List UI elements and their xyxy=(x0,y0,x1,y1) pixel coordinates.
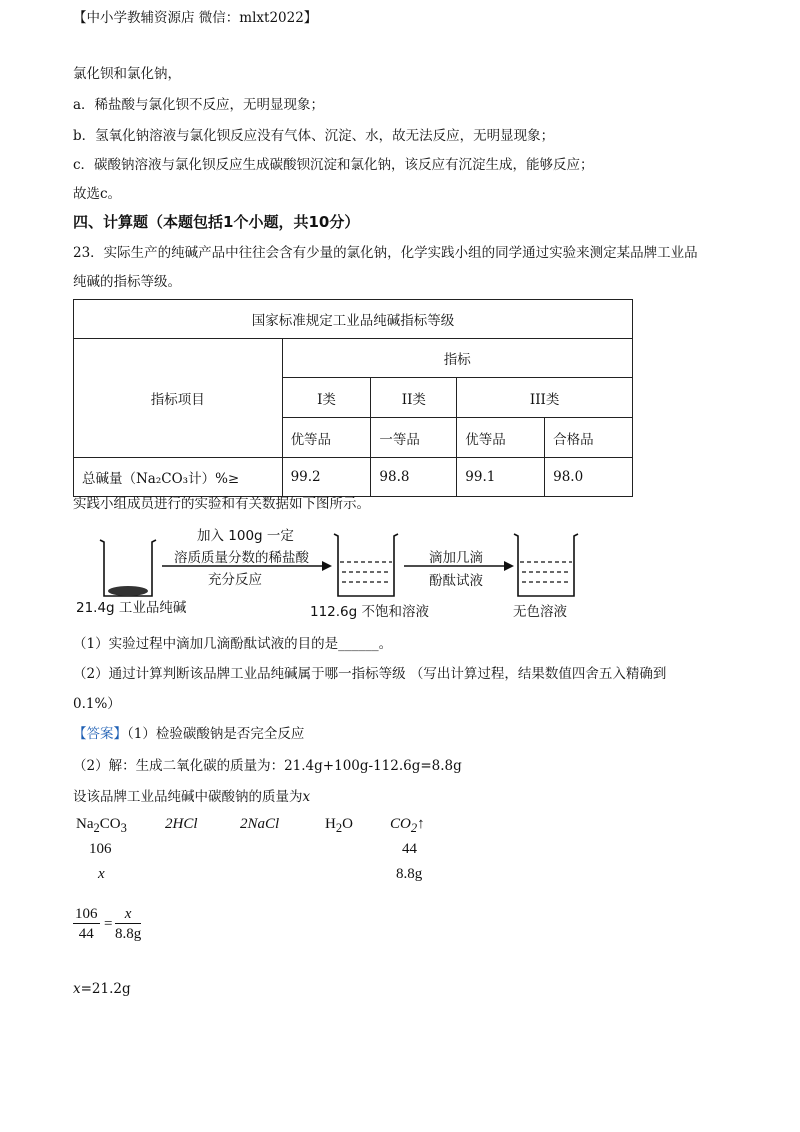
beaker3-label: 无色溶液 xyxy=(513,604,567,620)
indicator-header: 指标 xyxy=(282,339,632,378)
question-2-line2: 0.1%） xyxy=(73,696,121,712)
answer-line xyxy=(73,724,304,744)
value-cell: 99.2 xyxy=(282,458,371,497)
beaker2-label: 112.6g 不饱和溶液 xyxy=(310,604,430,620)
eq-term-co2: $CO_2↑$ xyxy=(390,816,425,835)
class-2: II类 xyxy=(371,378,457,418)
equals-sign: = xyxy=(104,916,113,932)
beaker-1 xyxy=(100,540,156,596)
section-title: 四、计算题（本题包括1个小题，共10分） xyxy=(73,213,360,231)
eq-mass-co2: 44 xyxy=(402,841,417,857)
arrow1-label-mid: 溶质质量分数的稀盐酸 xyxy=(174,550,309,566)
class-1: I类 xyxy=(282,378,371,418)
arrow2-label-bottom: 酚酞试液 xyxy=(429,573,483,589)
question-line: 纯碱的指标等级。 xyxy=(73,274,181,290)
eq-var-co2: 8.8g xyxy=(396,866,423,882)
eq-var-x: x xyxy=(98,866,105,882)
answer-tag: 【答案】 xyxy=(73,726,127,742)
arrow2-label-top: 滴加几滴 xyxy=(429,550,483,566)
class-3: III类 xyxy=(457,378,633,418)
text-line: c．碳酸钠溶液与氯化钡反应生成碳酸钡沉淀和氯化钠，该反应有沉淀生成，能够反应； xyxy=(73,157,594,173)
fraction-right: $\frac{x}{8.8g}$ xyxy=(115,906,142,942)
value-cell: 99.1 xyxy=(457,458,545,497)
value-cell: 98.8 xyxy=(371,458,457,497)
text-line: b．氢氧化钠溶液与氯化钡反应没有气体、沉淀、水，故无法反应，无明显现象； xyxy=(73,128,555,144)
beaker1-label: 21.4g 工业品纯碱 xyxy=(76,600,187,616)
beaker-2 xyxy=(334,534,398,596)
text-line: 故选c。 xyxy=(73,186,122,202)
grade-cell: 合格品 xyxy=(545,418,633,458)
standards-table xyxy=(73,299,633,497)
text-line: 实践小组成员进行的实验和有关数据如下图所示。 xyxy=(73,496,370,512)
result: x=21.2g xyxy=(73,981,131,997)
question-line: 23．实际生产的纯碱产品中往往会含有少量的氯化钠，化学实践小组的同学通过实验来测定某品牌工业品 xyxy=(73,245,698,261)
item-header: 指标项目 xyxy=(74,339,283,458)
table-title: 国家标准规定工业品纯碱指标等级 xyxy=(74,300,633,339)
grade-cell: 优等品 xyxy=(282,418,371,458)
answer-3: 设该品牌工业品纯碱中碳酸钠的质量为x xyxy=(73,789,311,805)
eq-term-na2co3: $Na_2CO_3$ xyxy=(76,816,127,835)
eq-term-nacl: 2NaCl xyxy=(240,816,280,832)
answer-2: （2）解：生成二氧化碳的质量为：21.4g+100g-112.6g=8.8g xyxy=(73,758,462,774)
arrow1-label-bottom: 充分反应 xyxy=(208,572,262,588)
beaker-3 xyxy=(514,534,578,596)
arrow1-label-top: 加入 100g 一定 xyxy=(197,528,294,544)
grade-cell: 优等品 xyxy=(457,418,545,458)
value-cell: 98.0 xyxy=(545,458,633,497)
question-2-line1: （2）通过计算判断该品牌工业品纯碱属于哪一指标等级 （写出计算过程，结果数值四舍五入精确到 xyxy=(73,666,667,682)
row-label: 总碱量（Na₂CO₃计）%≥ xyxy=(74,458,283,497)
fraction-left: $\frac{106}{44}$ xyxy=(75,906,98,942)
eq-mass-na2co3: 106 xyxy=(89,841,112,857)
eq-term-h2o: $H_2O$ xyxy=(325,816,353,835)
header-source: 【中小学教辅资源店 微信：mlxt2022】 xyxy=(73,10,318,26)
grade-cell: 一等品 xyxy=(371,418,457,458)
answer-1: （1）检验碳酸钠是否完全反应 xyxy=(127,726,305,742)
text-line: a．稀盐酸与氯化钡不反应，无明显现象； xyxy=(73,97,325,113)
eq-term-hcl: 2HCl xyxy=(165,816,198,832)
question-1: （1）实验过程中滴加几滴酚酞试液的目的是______。 xyxy=(73,636,393,652)
text-line: 氯化钡和氯化钠， xyxy=(73,66,181,82)
experiment-diagram xyxy=(70,520,590,600)
